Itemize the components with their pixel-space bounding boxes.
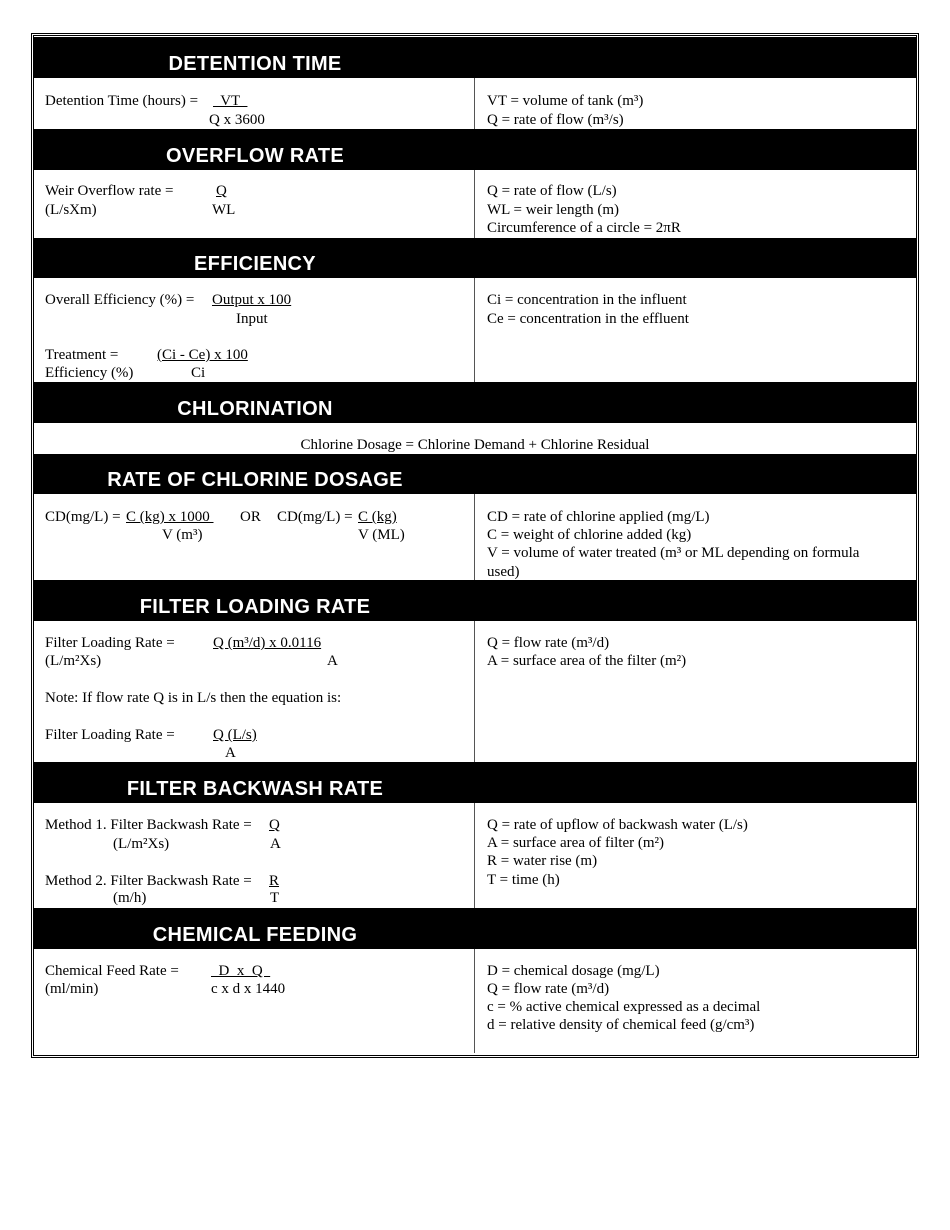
formula-label: Filter Loading Rate = — [45, 635, 175, 651]
formula-numerator: R — [269, 873, 280, 889]
formula-label: CD(mg/L) = — [45, 509, 121, 525]
or-label: OR — [240, 509, 261, 525]
formula-denominator: V (ML) — [358, 527, 405, 543]
column-divider — [474, 949, 475, 1053]
definition: c = % active chemical expressed as a decimal — [487, 999, 761, 1015]
section-title: FILTER BACKWASH RATE — [126, 778, 384, 800]
formula-label: CD(mg/L) = — [277, 509, 353, 525]
section-title: OVERFLOW RATE — [166, 145, 344, 167]
chlorine-dosage-formula: Chlorine Dosage = Chlorine Demand + Chlorine Residual — [300, 437, 650, 453]
formula-numerator: Q (L/s) — [213, 727, 257, 743]
formula-numerator: C (kg) x 1000 — [126, 509, 214, 525]
column-divider — [474, 278, 475, 382]
definition: VT = volume of tank (m³) — [487, 93, 644, 109]
section-header-dosage-rate — [34, 454, 916, 494]
formula-label: Method 2. Filter Backwash Rate = — [45, 873, 252, 889]
column-divider — [474, 621, 475, 762]
formula-label: Overall Efficiency (%) = — [45, 292, 195, 308]
section-header-filter-loading — [34, 580, 916, 621]
formula-denominator: A — [225, 745, 236, 761]
formula-unit: (L/m²Xs) — [113, 836, 170, 852]
formula-denominator: T — [270, 890, 280, 906]
formula-numerator: VT — [213, 93, 248, 109]
formula-numerator: Q (m³/d) x 0.0116 — [213, 635, 322, 651]
section-header-backwash — [34, 762, 916, 803]
section-title: CHLORINATION — [177, 398, 333, 420]
column-divider — [474, 170, 475, 238]
formula-numerator: D x Q — [211, 963, 271, 979]
formula-label: Method 1. Filter Backwash Rate = — [45, 817, 252, 833]
definition: used) — [487, 564, 520, 580]
column-divider — [474, 78, 475, 129]
definition: D = chemical dosage (mg/L) — [487, 963, 660, 979]
formula-numerator: Q — [269, 817, 280, 833]
formula-label: Treatment = — [45, 347, 119, 363]
formula-denominator: A — [327, 653, 338, 669]
formula-label: Filter Loading Rate = — [45, 727, 175, 743]
definition: Q = rate of upflow of backwash water (L/s) — [487, 817, 748, 833]
definition: WL = weir length (m) — [487, 202, 620, 218]
formula-denominator: Input — [236, 311, 268, 327]
formula-label: Detention Time (hours) = — [45, 93, 199, 109]
column-divider — [474, 494, 475, 580]
formula-denominator: Q x 3600 — [209, 112, 265, 128]
definition: V = volume of water treated (m³ or ML depending on formula — [487, 545, 860, 561]
formula-numerator: Output x 100 — [212, 292, 292, 308]
formula-label: Efficiency (%) — [45, 365, 134, 381]
formula-numerator: (Ci - Ce) x 100 — [157, 347, 248, 363]
definition: Ci = concentration in the influent — [487, 292, 687, 308]
definition: Circumference of a circle = 2πR — [487, 220, 681, 236]
note: Note: If flow rate Q is in L/s then the equation is: — [45, 690, 342, 706]
section-title: FILTER LOADING RATE — [139, 596, 371, 618]
section-title: DETENTION TIME — [168, 53, 342, 75]
section-title: CHEMICAL FEEDING — [152, 924, 358, 946]
section-header-chemical — [34, 908, 916, 949]
definition: Ce = concentration in the effluent — [487, 311, 689, 327]
section-header-chlorination — [34, 382, 916, 423]
definition: CD = rate of chlorine applied (mg/L) — [487, 509, 710, 525]
definition: Q = flow rate (m³/d) — [487, 981, 610, 997]
definition: d = relative density of chemical feed (g/cm³) — [487, 1017, 755, 1033]
formula-denominator: c x d x 1440 — [211, 981, 286, 997]
formula-unit: (m/h) — [113, 890, 147, 906]
column-divider — [474, 803, 475, 908]
definition: A = surface area of filter (m²) — [487, 835, 665, 851]
section-header-overflow — [34, 129, 916, 170]
definition: C = weight of chlorine added (kg) — [487, 527, 692, 543]
definition: Q = rate of flow (L/s) — [487, 183, 617, 199]
formula-label: Weir Overflow rate = — [45, 183, 174, 199]
definition: Q = rate of flow (m³/s) — [487, 112, 624, 128]
formula-unit: (L/sXm) — [45, 202, 97, 218]
formula-denominator: Ci — [191, 365, 206, 381]
section-title: RATE OF CHLORINE DOSAGE — [107, 469, 403, 491]
definition: R = water rise (m) — [487, 853, 598, 869]
formula-unit: (L/m²Xs) — [45, 653, 102, 669]
formula-unit: (ml/min) — [45, 981, 99, 997]
formula-label: Chemical Feed Rate = — [45, 963, 179, 979]
section-header-detention — [34, 37, 916, 78]
formula-numerator: C (kg) — [358, 509, 397, 525]
formula-denominator: A — [270, 836, 281, 852]
definition: A = surface area of the filter (m²) — [487, 653, 687, 669]
section-title: EFFICIENCY — [194, 253, 316, 275]
formula-numerator: Q — [216, 183, 227, 199]
definition: T = time (h) — [487, 872, 560, 888]
definition: Q = flow rate (m³/d) — [487, 635, 610, 651]
formula-denominator: V (m³) — [162, 527, 203, 543]
section-header-efficiency — [34, 238, 916, 278]
formula-denominator: WL — [212, 202, 236, 218]
